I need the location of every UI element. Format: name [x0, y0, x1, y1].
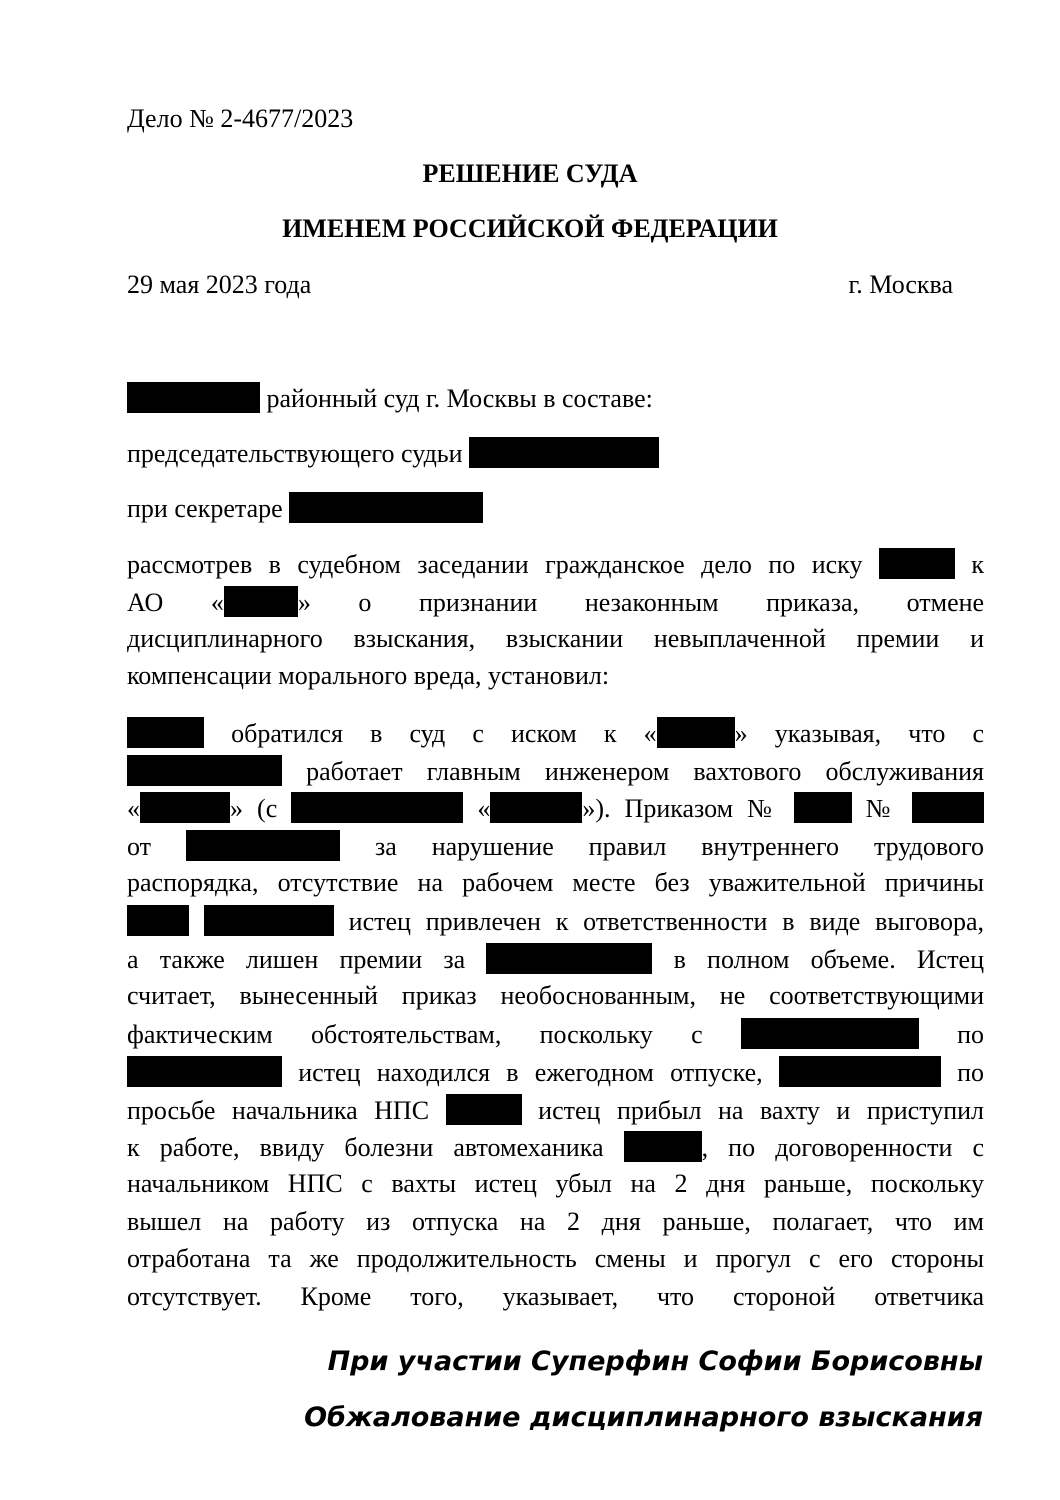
text: признании [419, 588, 538, 617]
text: просьбе начальника НПС [127, 1096, 430, 1125]
paragraph-2-line: начальником НПС с вахты истец убыл на 2 дня раньше, поскольку [127, 1169, 984, 1198]
text: рассмотрев в судебном заседании гражданское дело по иску [127, 550, 863, 579]
paragraph-2-line [127, 717, 984, 749]
redaction-bar [741, 1018, 919, 1049]
text: , по договоренности с [701, 1133, 984, 1162]
text: в полном объеме. Истец [673, 945, 985, 974]
watermark-line-2: Обжалование дисциплинарного взыскания [304, 1402, 983, 1433]
number-redaction [866, 794, 984, 823]
quoted-redaction [644, 719, 748, 748]
text: работает главным инженером вахтового обслуживания [306, 757, 985, 786]
paragraph-2-line [127, 1094, 984, 1126]
text: обратился в суд с иском к [231, 719, 617, 748]
paragraph-2-line [127, 1282, 984, 1312]
redaction-bar [624, 1131, 702, 1162]
text: « [127, 794, 140, 823]
text: истец прибыл на вахту и приступил [538, 1096, 985, 1125]
text: к [971, 550, 985, 579]
text: истец привлечен к ответственности в виде выговора, [348, 907, 985, 936]
redaction-bar [291, 792, 463, 823]
text: что [656, 1282, 695, 1311]
text: фактическим [127, 1020, 273, 1049]
text: указывая, что с [774, 719, 984, 748]
text: указывает, [502, 1282, 619, 1311]
decision-date: 29 мая 2023 года [127, 270, 312, 299]
text: по [957, 1020, 985, 1049]
text: отмене [906, 588, 985, 617]
text: обстоятельствам, [311, 1020, 502, 1049]
text: истец находился в ежегодном отпуске, [298, 1058, 763, 1087]
redaction-group [127, 907, 334, 936]
text: к работе, ввиду болезни автомеханика [127, 1133, 604, 1162]
redaction-with-text [624, 1133, 984, 1162]
text: № [865, 794, 898, 823]
text: с [691, 1020, 703, 1049]
document-title: РЕШЕНИЕ СУДА [422, 159, 638, 188]
court-line [127, 382, 653, 414]
redaction-bar [224, 586, 298, 617]
text: » (с [230, 794, 278, 823]
text: »). Приказом № [582, 794, 780, 823]
text: приказа, [766, 588, 860, 617]
redaction-bar [204, 905, 334, 936]
redaction-bar [446, 1094, 522, 1125]
paragraph-2-line: распорядка, отсутствие на рабочем месте без уважительной причины [127, 868, 984, 897]
quoted-redaction [211, 588, 311, 617]
text: « [643, 719, 657, 748]
redaction-bar [794, 792, 852, 823]
paragraph-2-line [127, 943, 984, 975]
paragraph-1-line [127, 586, 984, 618]
paragraph-2-line [127, 905, 984, 937]
secretary-text: при секретаре [127, 494, 283, 523]
paragraph-2-line [127, 1018, 984, 1050]
text: Кроме [300, 1282, 372, 1311]
redaction-bar [879, 548, 955, 579]
text: поскольку [539, 1020, 653, 1049]
judge-line [127, 437, 659, 469]
quoted-redaction [127, 794, 277, 823]
paragraph-2-line: вышел на работу из отпуска на 2 дня раньше, полагает, что им [127, 1207, 984, 1236]
redaction-bar [779, 1056, 941, 1087]
text: отсутствует. [127, 1282, 262, 1311]
text: АО [127, 588, 164, 617]
redaction-bar [186, 830, 340, 861]
case-number: Дело № 2-4677/2023 [127, 104, 354, 133]
text: о [358, 588, 372, 617]
paragraph-2-line: считает, вынесенный приказ необоснованным, не соответствующими [127, 981, 984, 1010]
redaction-bar [490, 792, 582, 823]
paragraph-2-line [127, 1131, 984, 1163]
text: » [734, 719, 748, 748]
watermark-line-1: При участии Суперфин Софии Борисовны [327, 1346, 983, 1377]
judge-text: председательствующего судьи [127, 439, 463, 468]
paragraph-1-line: компенсации морального вреда, установил: [127, 661, 610, 690]
quoted-redaction [477, 794, 779, 823]
redaction-bar [140, 792, 230, 823]
redaction-bar [912, 792, 984, 823]
redaction-bar [127, 382, 260, 413]
redaction-bar [289, 492, 483, 523]
text: по [957, 1058, 984, 1087]
document-subtitle: ИМЕНЕМ РОССИЙСКОЙ ФЕДЕРАЦИИ [282, 214, 778, 243]
paragraph-2-line [127, 830, 984, 862]
redaction-bar [127, 905, 189, 936]
secretary-line [127, 492, 483, 524]
paragraph-2-line [127, 755, 984, 787]
text: ответчика [874, 1282, 985, 1311]
paragraph-2-line: отработана та же продолжительность смены и прогул с его стороны [127, 1244, 984, 1273]
text: « [477, 794, 491, 823]
text: а также лишен премии за [127, 945, 466, 974]
text: от [127, 832, 152, 861]
paragraph-2-line [127, 792, 984, 824]
paragraph-1-line [127, 548, 984, 580]
redaction-bar [469, 437, 659, 468]
text: того, [410, 1282, 464, 1311]
paragraph-2-line [127, 1056, 984, 1088]
redaction-bar [127, 755, 282, 786]
redaction-bar [486, 943, 652, 974]
decision-city: г. Москва [848, 270, 953, 299]
court-text: районный суд г. Москвы в составе: [266, 384, 653, 413]
text: незаконным [584, 588, 719, 617]
text: стороной [732, 1282, 836, 1311]
redaction-bar [127, 1056, 282, 1087]
text: « [210, 588, 224, 617]
redaction-bar [127, 717, 204, 748]
text: » [297, 588, 311, 617]
text: за нарушение правил внутреннего трудового [374, 832, 985, 861]
redaction-bar [657, 717, 735, 748]
paragraph-1-line: дисциплинарного взыскания, взыскании невыплаченной премии и [127, 624, 984, 653]
